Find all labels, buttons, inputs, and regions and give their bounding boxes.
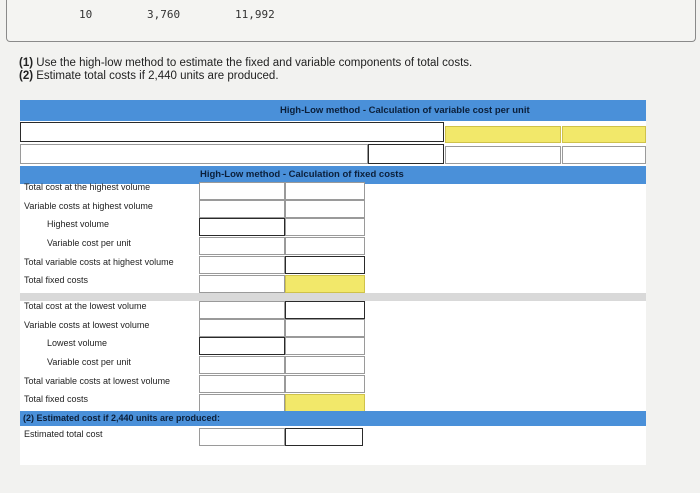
block-separator [20, 293, 646, 301]
low-total-variable-input-b[interactable] [285, 375, 365, 393]
low-variable-input[interactable] [199, 319, 285, 337]
low-variable-input-b[interactable] [285, 319, 365, 337]
estimate-input-a[interactable] [199, 428, 285, 446]
low-total-cost-input[interactable] [199, 301, 285, 319]
estimate-total-cost-input[interactable] [285, 428, 363, 446]
high-label-0: Total cost at the highest volume [24, 182, 151, 192]
variable-row2-label-input[interactable] [20, 144, 368, 164]
low-variable-per-unit-input-b[interactable] [285, 356, 365, 374]
variable-row1-label-input[interactable] [20, 122, 444, 142]
low-label-5: Total fixed costs [24, 394, 89, 404]
variable-row1-input-a[interactable] [445, 126, 561, 143]
low-label-0: Total cost at the lowest volume [24, 301, 147, 311]
fixed-cost-header: High-Low method - Calculation of fixed costs [20, 166, 646, 184]
high-total-variable-input-b[interactable] [285, 256, 365, 274]
highest-volume-input[interactable] [199, 218, 285, 236]
lowest-volume-input[interactable] [199, 337, 285, 355]
variable-row2-input-a[interactable] [368, 144, 444, 164]
variable-row2-input-c[interactable] [562, 146, 646, 164]
high-variable-per-unit-input[interactable] [199, 237, 285, 255]
low-total-variable-input[interactable] [199, 375, 285, 393]
high-label-3: Variable cost per unit [47, 238, 131, 248]
high-total-variable-input[interactable] [199, 256, 285, 274]
high-variable-per-unit-input-b[interactable] [285, 237, 365, 255]
highest-volume-input-b[interactable] [285, 218, 365, 236]
low-label-4: Total variable costs at lowest volume [24, 376, 171, 386]
low-label-2: Lowest volume [47, 338, 108, 348]
low-label-1: Variable costs at lowest volume [24, 320, 150, 330]
previous-table-row [6, 0, 696, 42]
high-variable-input[interactable] [199, 200, 285, 218]
low-total-fixed-input-b[interactable] [285, 394, 365, 412]
low-total-cost-input-b[interactable] [285, 301, 365, 319]
estimate-header: (2) Estimated cost if 2,440 units are produced: [20, 411, 646, 426]
question-1-text: Use the high-low method to estimate the fixed and variable components of total costs. [33, 57, 473, 69]
estimate-label: Estimated total cost [24, 429, 103, 439]
question-2-number: (2) [19, 70, 34, 82]
high-variable-input-b[interactable] [285, 200, 365, 218]
high-label-4: Total variable costs at highest volume [24, 257, 174, 267]
value-1: 3,760 [147, 8, 181, 21]
lowest-volume-input-b[interactable] [285, 337, 365, 355]
question-1-number: (1) [19, 57, 34, 69]
high-total-fixed-input-b[interactable] [285, 275, 365, 293]
variable-cost-header: High-Low method - Calculation of variable cost per unit [20, 100, 646, 121]
high-total-fixed-input[interactable] [199, 275, 285, 293]
question-1 [19, 57, 472, 69]
low-total-fixed-input[interactable] [199, 394, 285, 412]
high-label-2: Highest volume [47, 219, 110, 229]
high-label-5: Total fixed costs [24, 275, 89, 285]
low-variable-per-unit-input[interactable] [199, 356, 285, 374]
high-total-cost-input-b[interactable] [285, 182, 365, 200]
high-total-cost-input[interactable] [199, 182, 285, 200]
high-label-1: Variable costs at highest volume [24, 201, 153, 211]
units-value: 10 [79, 8, 93, 21]
question-2 [19, 70, 279, 82]
variable-row1-input-b[interactable] [562, 126, 646, 143]
question-2-text: Estimate total costs if 2,440 units are produced. [33, 70, 279, 82]
low-label-3: Variable cost per unit [47, 357, 131, 367]
value-2: 11,992 [235, 8, 275, 21]
variable-row2-input-b[interactable] [445, 146, 561, 164]
